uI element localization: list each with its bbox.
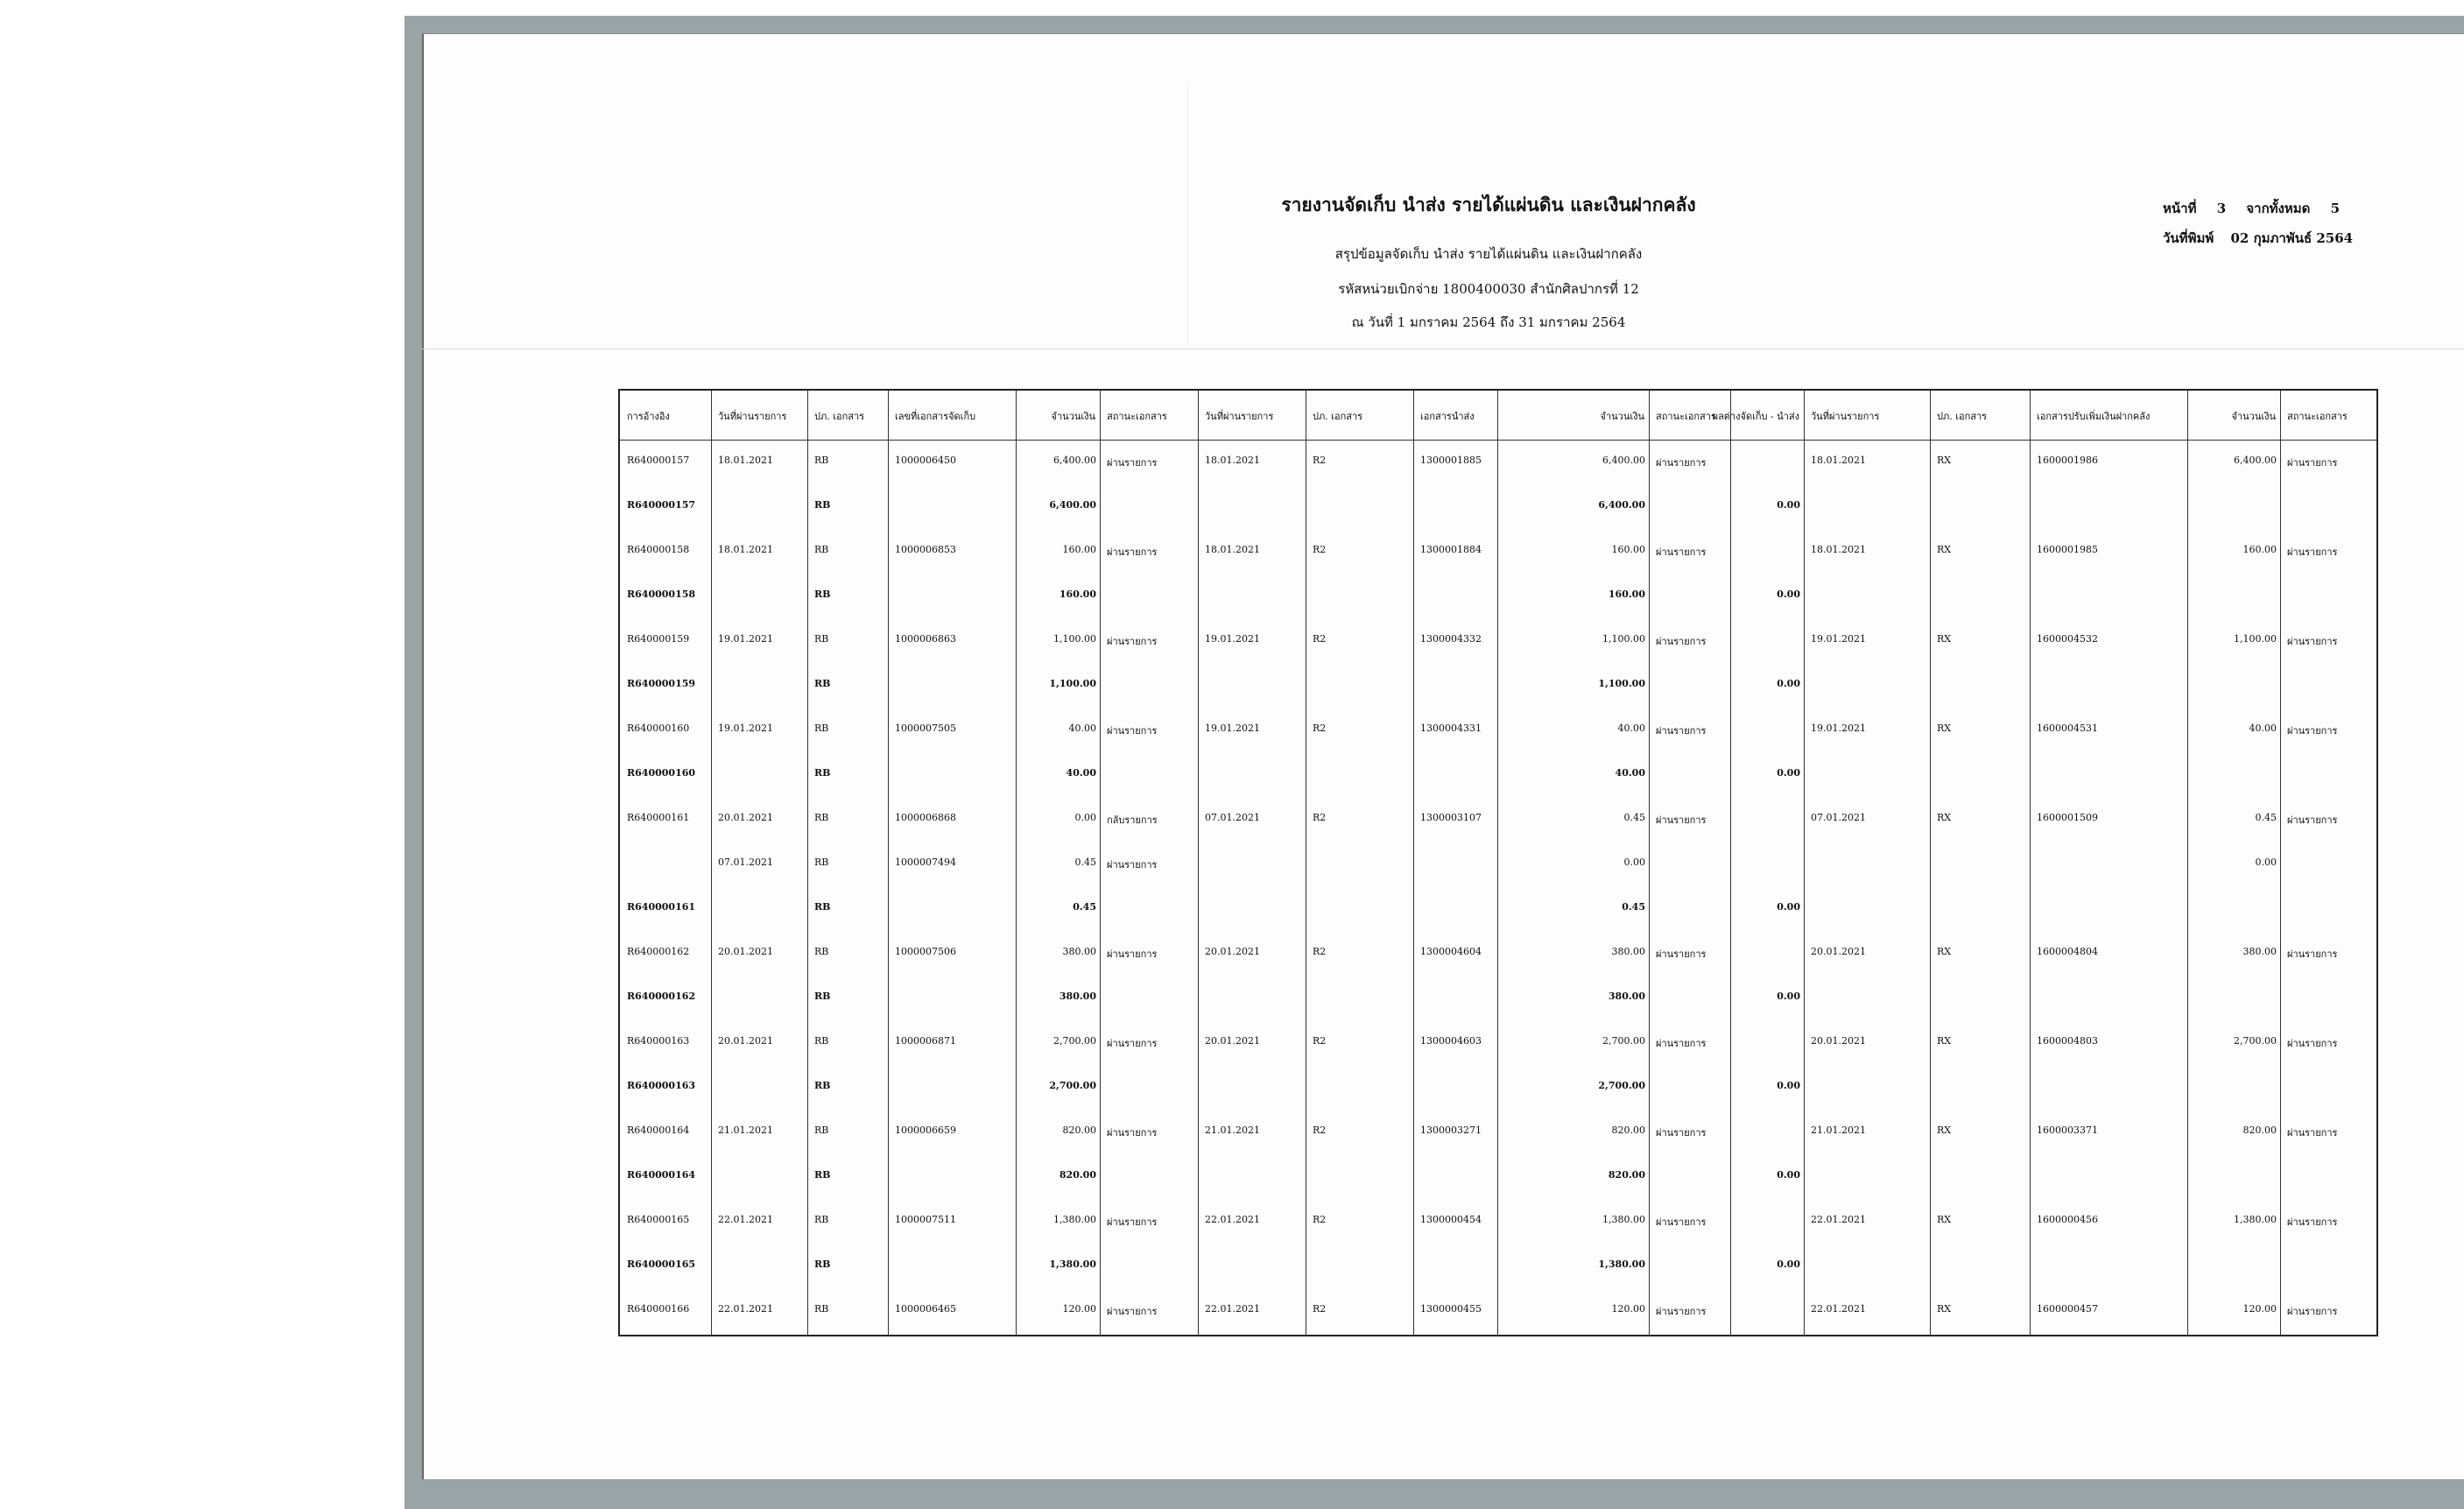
- table-cell: 380.00: [1611, 946, 1645, 957]
- table-cell: R640000158: [627, 544, 690, 555]
- table-cell: RB: [814, 1303, 829, 1315]
- table-cell: R2: [1313, 1214, 1327, 1225]
- scan-border-left: [405, 16, 422, 1509]
- table-cell: 0.45: [2255, 812, 2277, 823]
- table-cell: RB: [814, 723, 829, 734]
- subtotal-cell: 40.00: [1066, 767, 1096, 779]
- table-cell: 1600004803: [2037, 1035, 2098, 1047]
- subtotal-cell: 160.00: [1059, 589, 1096, 600]
- table-cell: 20.01.2021: [1811, 1035, 1866, 1047]
- table-cell: R640000164: [627, 1125, 690, 1136]
- subtotal-cell: 40.00: [1615, 767, 1645, 779]
- table-cell: 0.00: [1777, 901, 1800, 913]
- table-cell: ผ่านรายการ: [1656, 636, 1707, 647]
- subtotal-cell: 6,400.00: [1598, 499, 1645, 511]
- table-cell: 20.01.2021: [718, 812, 773, 823]
- table-cell: RB: [814, 455, 829, 466]
- table-cell: R2: [1313, 723, 1327, 734]
- table-cell: RB: [814, 1125, 829, 1136]
- table-cell: R640000162: [627, 991, 696, 1002]
- column-divider: [1730, 391, 1731, 1335]
- table-cell: RX: [1937, 633, 1952, 645]
- column-header: ปภ. เอกสาร: [1937, 411, 1988, 422]
- table-cell: 1,380.00: [1049, 1259, 1096, 1270]
- table-cell: 120.00: [1611, 1303, 1645, 1315]
- table-cell: RX: [1937, 1035, 1952, 1047]
- subtotal-cell: 1,100.00: [1598, 678, 1645, 689]
- subtotal-cell: R640000159: [627, 678, 696, 689]
- table-cell: 1000007511: [895, 1214, 956, 1225]
- table-cell: R2: [1313, 1303, 1327, 1315]
- column-divider: [1198, 391, 1199, 1335]
- table-cell: 19.01.2021: [718, 633, 773, 645]
- table-cell: 0.00: [1074, 812, 1096, 823]
- table-cell: 0.00: [1777, 1259, 1800, 1270]
- table-cell: RX: [1937, 455, 1952, 466]
- table-cell: RB: [814, 946, 829, 957]
- column-header: วันที่ผ่านรายการ: [718, 411, 787, 422]
- table-cell: ผ่านรายการ: [2287, 1216, 2338, 1228]
- table-cell: 1600000456: [2037, 1214, 2098, 1225]
- table-cell: 1,380.00: [1598, 1259, 1645, 1270]
- column-header: จำนวนเงิน: [1051, 411, 1095, 422]
- table-cell: 2,700.00: [1598, 1080, 1645, 1091]
- table-cell: ผ่านรายการ: [1107, 1038, 1158, 1049]
- table-cell: 1000007506: [895, 946, 956, 957]
- table-cell: RB: [814, 991, 831, 1002]
- table-cell: 820.00: [1608, 1169, 1645, 1181]
- table-cell: ผ่านรายการ: [1656, 1306, 1707, 1317]
- table-cell: RX: [1937, 1303, 1952, 1315]
- table-cell: ผ่านรายการ: [2287, 457, 2338, 469]
- column-divider: [2030, 391, 2031, 1335]
- subtotal-cell: 6,400.00: [1049, 499, 1096, 511]
- table-cell: R640000165: [627, 1259, 696, 1270]
- table-cell: RB: [814, 544, 829, 555]
- table-cell: 19.01.2021: [1205, 723, 1260, 734]
- table-cell: 18.01.2021: [1205, 455, 1260, 466]
- scan-border-top: [405, 16, 2464, 33]
- table-cell: R640000164: [627, 1169, 696, 1181]
- subtotal-cell: 160.00: [1608, 589, 1645, 600]
- table-cell: 1000006465: [895, 1303, 956, 1315]
- table-cell: 820.00: [1611, 1125, 1645, 1136]
- table-cell: 22.01.2021: [1205, 1303, 1260, 1315]
- table-cell: 820.00: [2242, 1125, 2277, 1136]
- column-header: จำนวนเงิน: [2231, 411, 2276, 422]
- table-cell: ผ่านรายการ: [1656, 1038, 1707, 1049]
- table-cell: 2,700.00: [1602, 1035, 1645, 1047]
- table-cell: 1000006863: [895, 633, 956, 645]
- table-cell: R640000157: [627, 455, 690, 466]
- column-header: เลขที่เอกสารจัดเก็บ: [895, 411, 976, 422]
- table-cell: R640000160: [627, 723, 690, 734]
- table-cell: ผ่านรายการ: [2287, 1038, 2338, 1049]
- table-cell: 160.00: [1611, 544, 1645, 555]
- fold-mark: [1187, 83, 1188, 346]
- table-cell: 1,380.00: [1602, 1214, 1645, 1225]
- table-cell: ผ่านรายการ: [1656, 948, 1707, 960]
- subtotal-cell: RB: [814, 589, 831, 600]
- table-cell: R640000161: [627, 901, 696, 913]
- table-cell: RX: [1937, 812, 1952, 823]
- table-cell: RB: [814, 901, 831, 913]
- table-cell: ผ่านรายการ: [1107, 457, 1158, 469]
- table-cell: 22.01.2021: [1205, 1214, 1260, 1225]
- table-cell: RB: [814, 812, 829, 823]
- table-cell: 1,100.00: [1602, 633, 1645, 645]
- table-cell: R640000161: [627, 812, 690, 823]
- table-cell: 1600000457: [2037, 1303, 2098, 1315]
- table-cell: ผ่านรายการ: [2287, 1306, 2338, 1317]
- table-cell: 0.45: [1074, 857, 1096, 868]
- table-cell: ผ่านรายการ: [1656, 1216, 1707, 1228]
- column-divider: [888, 391, 889, 1335]
- table-cell: ผ่านรายการ: [1107, 1306, 1158, 1317]
- table-cell: 19.01.2021: [1811, 723, 1866, 734]
- table-cell: ผ่านรายการ: [1656, 1127, 1707, 1139]
- subtotal-cell: 1,100.00: [1049, 678, 1096, 689]
- table-cell: ผ่านรายการ: [1107, 948, 1158, 960]
- table-cell: 0.45: [1073, 901, 1096, 913]
- table-cell: 1000007505: [895, 723, 956, 734]
- table-cell: 1300004331: [1420, 723, 1482, 734]
- table-cell: RB: [814, 1035, 829, 1047]
- table-cell: 1600001509: [2037, 812, 2098, 823]
- table-cell: RX: [1937, 544, 1952, 555]
- table-cell: R2: [1313, 1035, 1327, 1047]
- table-cell: ผ่านรายการ: [2287, 636, 2338, 647]
- subtotal-cell: 0.00: [1777, 767, 1800, 779]
- table-cell: ผ่านรายการ: [1107, 859, 1158, 871]
- subtotal-cell: R640000160: [627, 767, 696, 779]
- total-label: จากทั้งหมด: [2246, 201, 2311, 216]
- table-cell: 18.01.2021: [1811, 455, 1866, 466]
- table-cell: R640000162: [627, 946, 690, 957]
- column-header: การอ้างอิง: [627, 411, 670, 422]
- table-cell: 40.00: [1617, 723, 1645, 734]
- table-cell: R2: [1313, 1125, 1327, 1136]
- table-cell: 2,700.00: [1053, 1035, 1096, 1047]
- column-header: สถานะเอกสาร: [1107, 411, 1167, 422]
- table-cell: 0.45: [1622, 901, 1645, 913]
- table-cell: RB: [814, 1214, 829, 1225]
- table-cell: 1,380.00: [2234, 1214, 2277, 1225]
- subtotal-cell: 0.00: [1777, 499, 1800, 511]
- table-cell: ผ่านรายการ: [1656, 814, 1707, 826]
- table-cell: 120.00: [1062, 1303, 1096, 1315]
- table-cell: RX: [1937, 1125, 1952, 1136]
- print-info: [2163, 228, 2365, 249]
- table-cell: RX: [1937, 1214, 1952, 1225]
- column-header: เอกสารปรับเพิ่มเงินฝากคลัง: [2037, 411, 2151, 422]
- table-cell: RX: [1937, 723, 1952, 734]
- table-cell: 1600001986: [2037, 455, 2098, 466]
- table-cell: ผ่านรายการ: [1107, 546, 1158, 558]
- table-cell: 1600004804: [2037, 946, 2098, 957]
- table-cell: 22.01.2021: [718, 1214, 773, 1225]
- print-label: วันที่พิมพ์: [2163, 230, 2214, 246]
- table-cell: 1,100.00: [1053, 633, 1096, 645]
- table-cell: 18.01.2021: [1811, 544, 1866, 555]
- table-cell: 1000006659: [895, 1125, 956, 1136]
- table-cell: R640000166: [627, 1303, 690, 1315]
- table-cell: ผ่านรายการ: [1107, 636, 1158, 647]
- column-header: ปภ. เอกสาร: [1313, 411, 1363, 422]
- table-cell: RB: [814, 857, 829, 868]
- table-cell: R640000165: [627, 1214, 690, 1225]
- table-cell: 820.00: [1059, 1169, 1096, 1181]
- subtotal-cell: RB: [814, 499, 831, 511]
- page-label: หน้าที่: [2163, 201, 2197, 216]
- column-header: วันที่ผ่านรายการ: [1205, 411, 1274, 422]
- table-cell: 07.01.2021: [1205, 812, 1260, 823]
- table-cell: ผ่านรายการ: [1107, 725, 1158, 737]
- table-cell: ผ่านรายการ: [2287, 725, 2338, 737]
- table-cell: 1300000455: [1420, 1303, 1482, 1315]
- table-cell: 19.01.2021: [1205, 633, 1260, 645]
- column-divider: [807, 391, 808, 1335]
- table-cell: ผ่านรายการ: [1656, 546, 1707, 558]
- column-divider: [1804, 391, 1805, 1335]
- page-info: [2163, 198, 2355, 219]
- table-cell: 1000006871: [895, 1035, 956, 1047]
- column-header: สถานะเอกสาร: [1656, 411, 1716, 422]
- table-cell: 1600003371: [2037, 1125, 2098, 1136]
- column-divider: [2280, 391, 2281, 1335]
- table-cell: 0.00: [1623, 857, 1645, 868]
- report-period: ณ วันที่ 1 มกราคม 2564 ถึง 31 มกราคม 2564: [1351, 314, 1626, 330]
- column-header: ผลต่างจัดเก็บ - นำส่ง: [1712, 411, 1799, 422]
- table-cell: 40.00: [2249, 723, 2277, 734]
- table-cell: ผ่านรายการ: [2287, 546, 2338, 558]
- column-divider: [1649, 391, 1650, 1335]
- column-divider: [1497, 391, 1498, 1335]
- column-divider: [711, 391, 712, 1335]
- column-divider: [1100, 391, 1101, 1335]
- table-cell: ผ่านรายการ: [1107, 1216, 1158, 1228]
- table-cell: 1600001985: [2037, 544, 2098, 555]
- table-cell: 1000006868: [895, 812, 956, 823]
- table-cell: 1300004603: [1420, 1035, 1482, 1047]
- table-cell: 820.00: [1062, 1125, 1096, 1136]
- table-cell: 20.01.2021: [1205, 1035, 1260, 1047]
- report-title: รายงานจัดเก็บ นำส่ง รายได้แผ่นดิน และเงินฝากคลัง: [1281, 194, 1696, 215]
- report-unit: รหัสหน่วยเบิกจ่าย 1800400030 สำนักศิลปากรที่ 12: [1338, 281, 1639, 297]
- table-cell: R2: [1313, 455, 1327, 466]
- column-divider: [2187, 391, 2188, 1335]
- table-cell: 6,400.00: [2234, 455, 2277, 466]
- table-cell: 160.00: [1062, 544, 1096, 555]
- table-cell: 0.45: [1623, 812, 1645, 823]
- table-cell: 20.01.2021: [1811, 946, 1866, 957]
- table-cell: 22.01.2021: [718, 1303, 773, 1315]
- table-cell: ผ่านรายการ: [2287, 948, 2338, 960]
- table-cell: RB: [814, 1169, 831, 1181]
- subtotal-cell: RB: [814, 678, 831, 689]
- table-cell: 380.00: [2242, 946, 2277, 957]
- table-cell: 20.01.2021: [1205, 946, 1260, 957]
- table-cell: 0.00: [2255, 857, 2277, 868]
- table-cell: 120.00: [2242, 1303, 2277, 1315]
- column-header: วันที่ผ่านรายการ: [1811, 411, 1880, 422]
- subtotal-cell: RB: [814, 767, 831, 779]
- table-cell: RB: [814, 1259, 831, 1270]
- column-header: สถานะเอกสาร: [2287, 411, 2348, 422]
- table-cell: 160.00: [2242, 544, 2277, 555]
- table-cell: 1300001884: [1420, 544, 1482, 555]
- table-cell: 21.01.2021: [718, 1125, 773, 1136]
- table-cell: 21.01.2021: [1811, 1125, 1866, 1136]
- table-cell: 20.01.2021: [718, 1035, 773, 1047]
- table-cell: 20.01.2021: [718, 946, 773, 957]
- scan-border-bottom: [405, 1478, 2464, 1509]
- column-divider: [1016, 391, 1017, 1335]
- table-cell: 0.00: [1777, 1080, 1800, 1091]
- table-cell: R2: [1313, 812, 1327, 823]
- print-date: 02 กุมภาพันธ์ 2564: [2230, 230, 2354, 246]
- table-cell: 6,400.00: [1602, 455, 1645, 466]
- column-divider: [1930, 391, 1931, 1335]
- table-cell: ผ่านรายการ: [2287, 1127, 2338, 1139]
- table-cell: ผ่านรายการ: [1107, 1127, 1158, 1139]
- table-cell: R2: [1313, 946, 1327, 957]
- table-cell: 18.01.2021: [718, 455, 773, 466]
- table-cell: 2,700.00: [2234, 1035, 2277, 1047]
- subtotal-cell: 0.00: [1777, 678, 1800, 689]
- table-cell: RX: [1937, 946, 1952, 957]
- table-cell: 1600004531: [2037, 723, 2098, 734]
- table-cell: 380.00: [1608, 991, 1645, 1002]
- table-cell: 1300001885: [1420, 455, 1482, 466]
- table-cell: 1300000454: [1420, 1214, 1482, 1225]
- table-cell: ผ่านรายการ: [2287, 814, 2338, 826]
- column-divider: [1413, 391, 1414, 1335]
- table-cell: 1300003271: [1420, 1125, 1482, 1136]
- table-cell: กลับรายการ: [1107, 814, 1158, 826]
- table-cell: 0.00: [1777, 1169, 1800, 1181]
- header-divider: [620, 440, 2376, 441]
- column-header: เอกสารนำส่ง: [1420, 411, 1475, 422]
- table-cell: 19.01.2021: [718, 723, 773, 734]
- column-header: จำนวนเงิน: [1600, 411, 1644, 422]
- table-cell: 22.01.2021: [1811, 1303, 1866, 1315]
- table-cell: 1,380.00: [1053, 1214, 1096, 1225]
- table-cell: 1600004532: [2037, 633, 2098, 645]
- table-cell: R640000163: [627, 1080, 696, 1091]
- subtotal-cell: R640000158: [627, 589, 696, 600]
- table-cell: RB: [814, 1080, 831, 1091]
- table-cell: 22.01.2021: [1811, 1214, 1866, 1225]
- table-cell: R640000159: [627, 633, 690, 645]
- table-cell: 1000007494: [895, 857, 956, 868]
- table-cell: 18.01.2021: [1205, 544, 1260, 555]
- table-cell: 19.01.2021: [1811, 633, 1866, 645]
- table-cell: 380.00: [1059, 991, 1096, 1002]
- table-cell: 07.01.2021: [1811, 812, 1866, 823]
- table-cell: R2: [1313, 544, 1327, 555]
- table-cell: RB: [814, 633, 829, 645]
- table-cell: 18.01.2021: [718, 544, 773, 555]
- table-cell: 1000006450: [895, 455, 956, 466]
- table-cell: 6,400.00: [1053, 455, 1096, 466]
- table-cell: 21.01.2021: [1205, 1125, 1260, 1136]
- table-cell: 1,100.00: [2234, 633, 2277, 645]
- report-subtitle: สรุปข้อมูลจัดเก็บ นำส่ง รายได้แผ่นดิน และเงินฝากคลัง: [1334, 246, 1643, 262]
- table-cell: 1300004604: [1420, 946, 1482, 957]
- table-cell: 380.00: [1062, 946, 1096, 957]
- table-cell: 0.00: [1777, 991, 1800, 1002]
- table-cell: 2,700.00: [1049, 1080, 1096, 1091]
- table-cell: ผ่านรายการ: [1656, 725, 1707, 737]
- table-cell: 40.00: [1068, 723, 1096, 734]
- table-cell: 1300003107: [1420, 812, 1482, 823]
- page-number: 3: [2216, 201, 2227, 216]
- subtotal-cell: 0.00: [1777, 589, 1800, 600]
- table-cell: 1300004332: [1420, 633, 1482, 645]
- total-pages: 5: [2330, 201, 2341, 216]
- column-header: ปภ. เอกสาร: [814, 411, 865, 422]
- table-cell: 1000006853: [895, 544, 956, 555]
- table-cell: R2: [1313, 633, 1327, 645]
- table-cell: ผ่านรายการ: [1656, 457, 1707, 469]
- table-cell: R640000163: [627, 1035, 690, 1047]
- report-table: [618, 389, 2378, 1336]
- subtotal-cell: R640000157: [627, 499, 696, 511]
- table-cell: 07.01.2021: [718, 857, 773, 868]
